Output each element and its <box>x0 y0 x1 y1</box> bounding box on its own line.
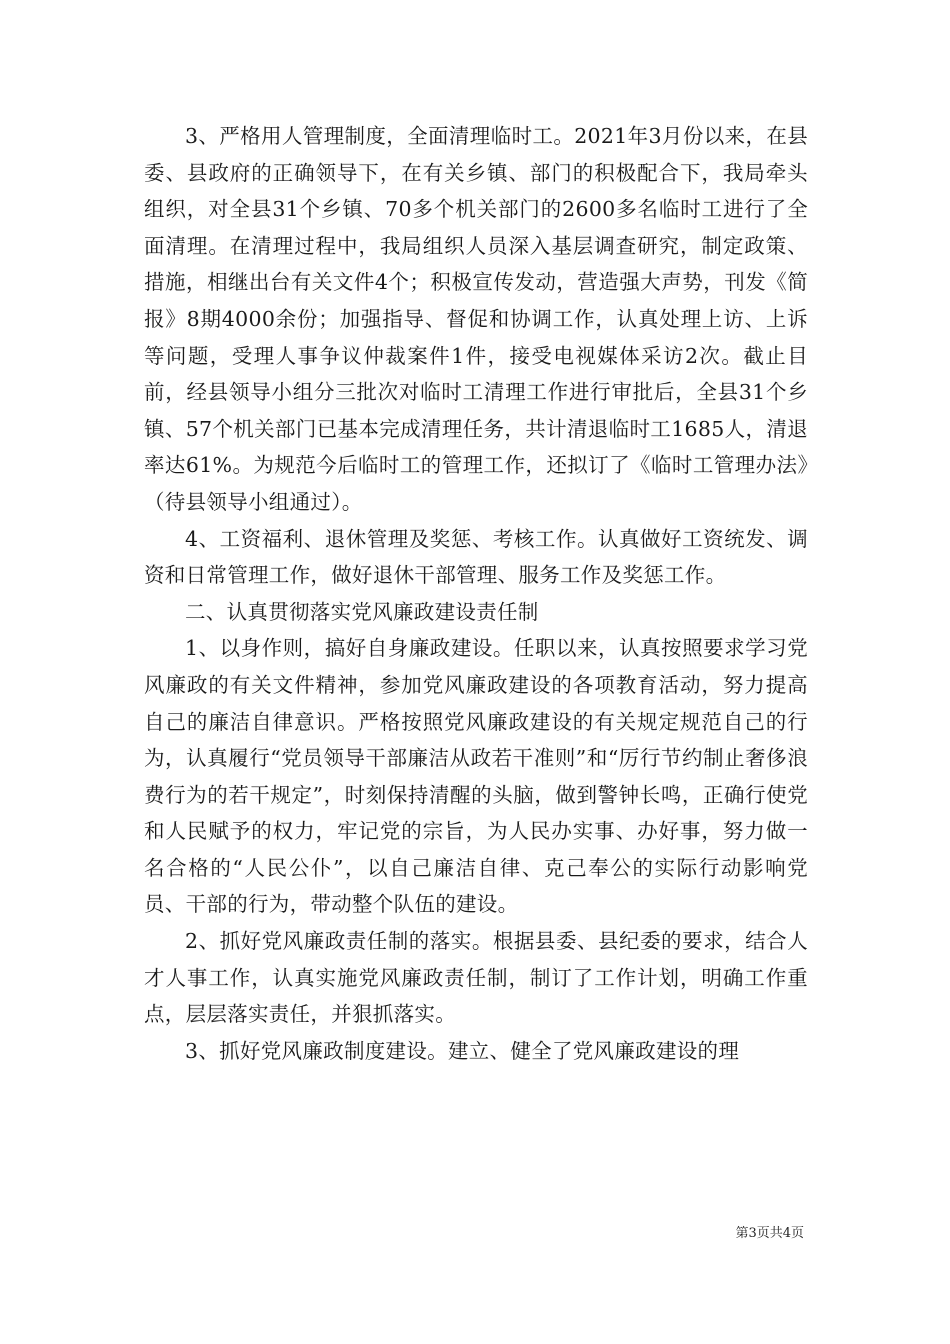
paragraph-self-integrity: 1、以身作则，搞好自身廉政建设。任职以来，认真按照要求学习党风廉政的有关文件精神，参加党风廉政建设的各项教育活动，努力提高自己的廉洁自律意识。严格按照党风廉政建设的有关规定规范自己的行为，认真履行“党员领导干部廉洁从政若干准则”和“厉行节约制止奢侈浪费行为的若干规定”，时刻保持清醒的头脑，做到警钟长鸣，正确行使党和人民赋予的权力，牢记党的宗旨，为人民办实事、办好事，努力做一名合格的“人民公仆”，以自己廉洁自律、克己奉公的实际行动影响党员、干部的行为，带动整个队伍的建设。 <box>144 636 808 917</box>
document-body <box>144 118 808 1069</box>
paragraph-system-building: 3、抓好党风廉政制度建设。建立、健全了党风廉政建设的理 <box>185 1038 740 1063</box>
page-number-footer: 第3页共4页 <box>735 1226 804 1241</box>
paragraph-temp-worker-cleanup: 3、严格用人管理制度，全面清理临时工。2021年3月份以来，在县委、县政府的正确领导下，在有关乡镇、部门的积极配合下，我局牵头组织，对全县31个乡镇、70多个机关部门的2600多名临时工进行了全面清理。在清理过程中，我局组织人员深入基层调查研究，制定政策、措施，相继出台有关文件4个；积极宣传发动，营造强大声势，刊发《简报》8期4000余份；加强指导、督促和协调工作，认真处理上访、上诉等问题，受理人事争议仲裁案件1件，接受电视媒体采访2次。截止目前，经县领导小组分三批次对临时工清理工作进行审批后，全县31个乡镇、57个机关部门已基本完成清理任务，共计清退临时工1685人，清退率达61%。为规范今后临时工的管理工作，还拟订了《临时工管理办法》（待县领导小组通过）。 <box>144 124 808 514</box>
paragraph-salary-retirement: 4、工资福利、退休管理及奖惩、考核工作。认真做好工资统发、调资和日常管理工作，做好退休干部管理、服务工作及奖惩工作。 <box>144 526 808 588</box>
section-heading-integrity: 二、认真贯彻落实党风廉政建设责任制 <box>185 599 539 624</box>
paragraph-responsibility-system: 2、抓好党风廉政责任制的落实。根据县委、县纪委的要求，结合人才人事工作，认真实施党风廉政责任制，制订了工作计划，明确工作重点，层层落实责任，并狠抓落实。 <box>144 929 808 1027</box>
